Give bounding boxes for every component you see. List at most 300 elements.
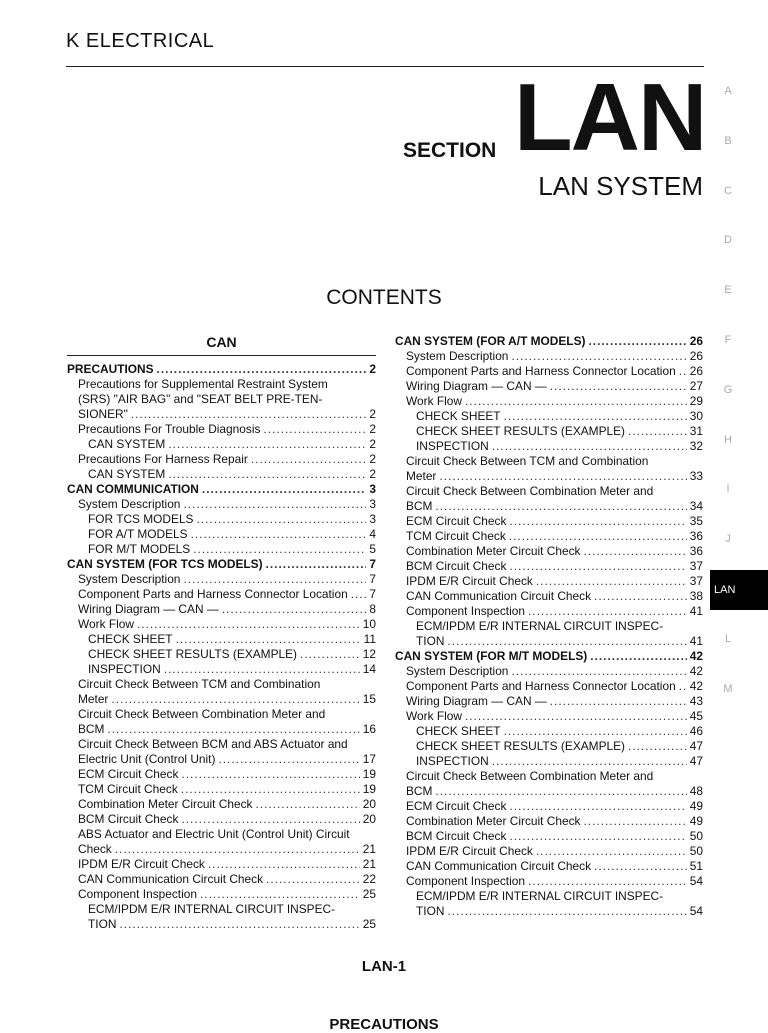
toc-leader-dots xyxy=(193,542,366,557)
toc-entry-title: System Description xyxy=(406,664,509,678)
toc-entry[interactable] xyxy=(395,829,703,844)
toc-entry-title: ECM/IPDM E/R INTERNAL CIRCUIT INSPEC- xyxy=(88,902,336,916)
section-index-g[interactable]: G xyxy=(723,383,733,396)
toc-entry-title: Precautions for Supplemental Restraint System xyxy=(78,377,328,391)
toc-entry[interactable] xyxy=(395,574,703,589)
toc-section-entry[interactable] xyxy=(395,334,703,349)
toc-entry-title: System Description xyxy=(406,349,509,363)
toc-entry[interactable] xyxy=(395,604,703,619)
toc-page-number: 21 xyxy=(362,857,376,871)
toc-entry[interactable] xyxy=(67,677,376,692)
toc-leader-dots xyxy=(588,334,686,349)
toc-section-entry[interactable] xyxy=(67,557,376,572)
toc-page-number: 50 xyxy=(689,844,703,858)
section-title: LAN SYSTEM xyxy=(538,171,703,201)
toc-page-number: 17 xyxy=(362,752,376,766)
toc-leader-dots xyxy=(183,497,366,512)
toc-leader-dots xyxy=(181,782,360,797)
toc-leader-dots xyxy=(528,604,687,619)
toc-entry[interactable] xyxy=(395,394,703,409)
toc-entry-title: ABS Actuator and Electric Unit (Control Unit) Circuit xyxy=(78,827,350,841)
toc-entry[interactable] xyxy=(395,619,703,634)
toc-entry[interactable] xyxy=(67,872,376,887)
toc-entry[interactable] xyxy=(395,379,703,394)
toc-page-number: 38 xyxy=(689,589,703,603)
toc-entry[interactable] xyxy=(67,917,376,932)
section-index-c[interactable]: C xyxy=(724,184,732,197)
toc-page-number: 49 xyxy=(689,814,703,828)
toc-entry[interactable] xyxy=(67,767,376,782)
toc-entry-title: BCM xyxy=(406,499,433,513)
toc-page-number: 26 xyxy=(689,349,703,363)
toc-entry[interactable] xyxy=(67,377,376,392)
toc-page-number: 29 xyxy=(689,394,703,408)
toc-entry[interactable] xyxy=(67,602,376,617)
toc-entry[interactable] xyxy=(395,814,703,829)
toc-page-number: 2 xyxy=(369,362,376,376)
section-index-f[interactable]: F xyxy=(724,333,732,346)
toc-leader-dots xyxy=(509,559,686,574)
toc-entry[interactable] xyxy=(395,664,703,679)
left-column-heading: CAN xyxy=(206,334,237,350)
toc-entry[interactable] xyxy=(395,499,703,514)
toc-entry-title: BCM Circuit Check xyxy=(406,829,507,843)
toc-page-number: 16 xyxy=(362,722,376,736)
toc-page-number: 3 xyxy=(369,482,376,496)
toc-entry-title: INSPECTION xyxy=(88,662,161,676)
toc-entry[interactable] xyxy=(395,469,703,484)
toc-entry[interactable] xyxy=(67,407,376,422)
toc-entry[interactable] xyxy=(67,857,376,872)
toc-leader-dots xyxy=(509,529,687,544)
toc-leader-dots xyxy=(107,722,359,737)
toc-entry[interactable] xyxy=(67,437,376,452)
toc-entry-title: TION xyxy=(416,634,445,648)
toc-page-number: 42 xyxy=(689,679,703,693)
toc-entry-title: Wiring Diagram — CAN — xyxy=(406,379,547,393)
section-index-i[interactable]: I xyxy=(726,483,730,496)
toc-entry[interactable] xyxy=(395,544,703,559)
section-label: SECTION xyxy=(403,139,497,162)
toc-leader-dots xyxy=(222,602,367,617)
toc-entry[interactable] xyxy=(395,874,703,889)
toc-leader-dots xyxy=(435,499,686,514)
toc-entry[interactable] xyxy=(395,799,703,814)
toc-entry-title: Component Parts and Harness Connector Location xyxy=(406,364,676,378)
toc-page-number: 3 xyxy=(369,512,376,526)
toc-leader-dots xyxy=(492,754,687,769)
section-index-h[interactable]: H xyxy=(724,433,732,446)
toc-entry[interactable] xyxy=(67,797,376,812)
toc-entry[interactable] xyxy=(395,454,703,469)
toc-entry-title: TCM Circuit Check xyxy=(78,782,178,796)
toc-leader-dots xyxy=(511,664,686,679)
toc-leader-dots xyxy=(255,797,359,812)
toc-page-number: 32 xyxy=(689,439,703,453)
toc-page-number: 42 xyxy=(689,664,703,678)
toc-page-number: 41 xyxy=(689,634,703,648)
toc-page-number: 34 xyxy=(689,499,703,513)
toc-entry[interactable] xyxy=(395,514,703,529)
toc-entry-title: CAN Communication Circuit Check xyxy=(78,872,264,886)
toc-entry[interactable] xyxy=(67,692,376,707)
toc-leader-dots xyxy=(447,634,686,649)
toc-entry-title: INSPECTION xyxy=(416,754,489,768)
toc-entry[interactable] xyxy=(67,782,376,797)
toc-page-number: 31 xyxy=(689,424,703,438)
toc-page-number: 30 xyxy=(689,409,703,423)
toc-entry-title: CHECK SHEET xyxy=(88,632,173,646)
toc-entry-title: CHECK SHEET RESULTS (EXAMPLE) xyxy=(416,424,626,438)
toc-entry[interactable] xyxy=(67,737,376,752)
toc-page-number: 48 xyxy=(689,784,703,798)
toc-page-number: 41 xyxy=(689,604,703,618)
toc-entry-title: CHECK SHEET xyxy=(416,724,501,738)
toc-page-number: 8 xyxy=(369,602,376,616)
toc-page-number: 2 xyxy=(369,422,376,436)
toc-entry-title: TION xyxy=(416,904,445,918)
toc-entry[interactable] xyxy=(395,889,703,904)
toc-section-entry[interactable] xyxy=(67,482,376,497)
toc-section-entry[interactable] xyxy=(67,362,376,377)
toc-page-number: 4 xyxy=(369,527,376,541)
toc-page-number: 7 xyxy=(369,587,376,601)
contents-title: CONTENTS xyxy=(326,286,442,309)
toc-page-number: 5 xyxy=(369,542,376,556)
toc-entry-title: ECM Circuit Check xyxy=(78,767,179,781)
toc-page-number: 37 xyxy=(689,574,703,588)
toc-leader-dots xyxy=(300,647,360,662)
toc-leader-dots xyxy=(550,379,687,394)
toc-page-number: 21 xyxy=(362,842,376,856)
toc-leader-dots xyxy=(157,362,367,377)
toc-page-number: 47 xyxy=(689,739,703,753)
toc-leader-dots xyxy=(447,904,686,919)
toc-entry-title: Work Flow xyxy=(406,394,462,408)
toc-entry-title: SIONER" xyxy=(78,407,128,421)
toc-leader-dots xyxy=(176,632,361,647)
toc-leader-dots xyxy=(628,739,687,754)
toc-entry[interactable] xyxy=(395,439,703,454)
toc-page-number: 54 xyxy=(689,904,703,918)
toc-entry-title: Component Inspection xyxy=(406,604,525,618)
toc-entry[interactable] xyxy=(67,497,376,512)
toc-entry-title: Circuit Check Between TCM and Combination xyxy=(406,454,649,468)
toc-leader-dots xyxy=(168,467,366,482)
toc-entry[interactable] xyxy=(395,724,703,739)
toc-entry[interactable] xyxy=(395,904,703,919)
toc-leader-dots xyxy=(200,887,360,902)
toc-entry-title: Component Parts and Harness Connector Location xyxy=(406,679,676,693)
toc-entry[interactable] xyxy=(395,424,703,439)
toc-entry-title: BCM Circuit Check xyxy=(406,559,507,573)
toc-entry[interactable] xyxy=(395,589,703,604)
toc-entry-title: TION xyxy=(88,917,117,931)
toc-left-column xyxy=(67,362,376,932)
toc-entry[interactable] xyxy=(67,827,376,842)
toc-entry-title: BCM xyxy=(78,722,105,736)
toc-page-number: 2 xyxy=(369,467,376,481)
page-number: LAN-1 xyxy=(361,958,407,975)
toc-entry-title: Work Flow xyxy=(78,617,134,631)
toc-entry[interactable] xyxy=(67,422,376,437)
section-index-e[interactable]: E xyxy=(724,284,732,297)
toc-leader-dots xyxy=(509,514,686,529)
toc-leader-dots xyxy=(191,527,367,542)
toc-entry[interactable] xyxy=(67,887,376,902)
toc-entry[interactable] xyxy=(395,634,703,649)
section-index xyxy=(710,78,746,725)
toc-leader-dots xyxy=(439,469,686,484)
toc-page-number: 51 xyxy=(689,859,703,873)
toc-entry[interactable] xyxy=(67,512,376,527)
toc-leader-dots xyxy=(583,814,686,829)
toc-page-number: 37 xyxy=(689,559,703,573)
toc-leader-dots xyxy=(351,587,367,602)
section-index-a[interactable]: A xyxy=(724,85,732,97)
toc-leader-dots xyxy=(115,842,360,857)
toc-entry-title: ECM Circuit Check xyxy=(406,799,507,813)
toc-entry-title: CAN SYSTEM xyxy=(88,467,166,481)
toc-entry-title: CAN SYSTEM (FOR M/T MODELS) xyxy=(395,649,588,663)
toc-entry-title: CAN COMMUNICATION xyxy=(67,482,199,496)
toc-page-number: 10 xyxy=(362,617,376,631)
toc-entry[interactable] xyxy=(67,752,376,767)
toc-entry[interactable] xyxy=(67,722,376,737)
toc-page-number: 25 xyxy=(362,917,376,931)
toc-entry-title: CAN Communication Circuit Check xyxy=(406,859,592,873)
toc-page-number: 26 xyxy=(689,334,703,348)
toc-leader-dots xyxy=(492,439,687,454)
toc-leader-dots xyxy=(251,452,367,467)
toc-entry-title: BCM Circuit Check xyxy=(78,812,179,826)
toc-entry[interactable] xyxy=(395,784,703,799)
toc-entry-title: System Description xyxy=(78,497,181,511)
toc-entry[interactable] xyxy=(67,527,376,542)
toc-entry-title: TCM Circuit Check xyxy=(406,529,506,543)
toc-right-column xyxy=(395,334,703,919)
toc-entry-title: PRECAUTIONS xyxy=(67,362,154,376)
toc-entry[interactable] xyxy=(395,529,703,544)
toc-page-number: 36 xyxy=(689,529,703,543)
toc-entry[interactable] xyxy=(67,662,376,677)
toc-entry-title: IPDM E/R Circuit Check xyxy=(78,857,205,871)
toc-entry-title: FOR M/T MODELS xyxy=(88,542,191,556)
toc-entry[interactable] xyxy=(395,859,703,874)
toc-entry-title: Electric Unit (Control Unit) xyxy=(78,752,216,766)
page-header: K ELECTRICAL xyxy=(66,30,215,52)
toc-page-number: 2 xyxy=(369,437,376,451)
toc-leader-dots xyxy=(594,859,687,874)
toc-entry[interactable] xyxy=(395,769,703,784)
toc-leader-dots xyxy=(536,844,687,859)
toc-entry-title: Combination Meter Circuit Check xyxy=(406,814,581,828)
toc-page-number: 43 xyxy=(689,694,703,708)
toc-page-number: 49 xyxy=(689,799,703,813)
toc-entry-title: Component Inspection xyxy=(406,874,525,888)
toc-entry[interactable] xyxy=(67,812,376,827)
toc-entry-title: Component Inspection xyxy=(78,887,197,901)
toc-page-number: 11 xyxy=(363,632,376,646)
toc-entry-title: FOR TCS MODELS xyxy=(88,512,194,526)
toc-page-number: 20 xyxy=(362,812,376,826)
toc-entry-title: Meter xyxy=(78,692,109,706)
toc-page-number: 46 xyxy=(689,724,703,738)
toc-leader-dots xyxy=(504,724,687,739)
toc-leader-dots xyxy=(465,709,687,724)
toc-leader-dots xyxy=(266,872,360,887)
toc-entry-title: Circuit Check Between BCM and ABS Actuator and xyxy=(78,737,348,751)
toc-leader-dots xyxy=(583,544,686,559)
toc-page-number: 26 xyxy=(689,364,703,378)
toc-entry-title: IPDM E/R Circuit Check xyxy=(406,574,533,588)
toc-entry[interactable] xyxy=(67,632,376,647)
toc-page-number: 7 xyxy=(369,557,376,571)
section-index-m[interactable]: M xyxy=(723,682,733,695)
toc-leader-dots xyxy=(465,394,687,409)
toc-page-number: 15 xyxy=(362,692,376,706)
toc-entry-title: Circuit Check Between Combination Meter and xyxy=(406,484,654,498)
toc-entry[interactable] xyxy=(395,484,703,499)
toc-entry[interactable] xyxy=(395,844,703,859)
toc-entry-title: Work Flow xyxy=(406,709,462,723)
toc-leader-dots xyxy=(509,829,686,844)
toc-entry-title: CAN SYSTEM (FOR A/T MODELS) xyxy=(395,334,586,348)
toc-entry-title: Combination Meter Circuit Check xyxy=(78,797,253,811)
toc-entry-title: Circuit Check Between Combination Meter and xyxy=(406,769,654,783)
toc-entry-title: CAN SYSTEM (FOR TCS MODELS) xyxy=(67,557,263,571)
toc-entry-title: Precautions For Trouble Diagnosis xyxy=(78,422,261,436)
toc-page-number: 25 xyxy=(362,887,376,901)
toc-leader-dots xyxy=(266,557,367,572)
toc-leader-dots xyxy=(168,437,366,452)
toc-page-number: 19 xyxy=(362,782,376,796)
toc-entry-title: IPDM E/R Circuit Check xyxy=(406,844,533,858)
toc-entry[interactable] xyxy=(395,409,703,424)
toc-entry-title: FOR A/T MODELS xyxy=(88,527,188,541)
toc-page-number: 14 xyxy=(362,662,376,676)
toc-entry[interactable] xyxy=(395,349,703,364)
toc-leader-dots xyxy=(197,512,367,527)
toc-leader-dots xyxy=(263,422,366,437)
toc-entry[interactable] xyxy=(67,572,376,587)
toc-leader-dots xyxy=(181,812,359,827)
toc-leader-dots xyxy=(183,572,366,587)
toc-entry[interactable] xyxy=(395,709,703,724)
toc-page-number: 2 xyxy=(369,452,376,466)
toc-leader-dots xyxy=(536,574,687,589)
toc-entry[interactable] xyxy=(395,679,703,694)
toc-entry[interactable] xyxy=(395,364,703,379)
toc-entry[interactable] xyxy=(67,392,376,407)
toc-leader-dots xyxy=(511,349,686,364)
toc-entry[interactable] xyxy=(395,559,703,574)
toc-leader-dots xyxy=(435,784,686,799)
section-index-d[interactable]: D xyxy=(724,234,732,247)
toc-entry-title: (SRS) "AIR BAG" and "SEAT BELT PRE-TEN- xyxy=(78,392,323,406)
toc-entry[interactable] xyxy=(395,694,703,709)
toc-page-number: 12 xyxy=(362,647,376,661)
toc-entry[interactable] xyxy=(67,617,376,632)
toc-page-number: 27 xyxy=(689,379,703,393)
toc-entry-title: System Description xyxy=(78,572,181,586)
toc-entry-title: INSPECTION xyxy=(416,439,489,453)
toc-leader-dots xyxy=(628,424,687,439)
toc-page-number: 22 xyxy=(362,872,376,886)
toc-leader-dots xyxy=(208,857,360,872)
toc-page-number: 35 xyxy=(689,514,703,528)
toc-entry-title: CHECK SHEET RESULTS (EXAMPLE) xyxy=(416,739,626,753)
toc-leader-dots xyxy=(590,649,687,664)
toc-leader-dots xyxy=(202,482,366,497)
toc-leader-dots xyxy=(137,617,360,632)
toc-page-number: 45 xyxy=(689,709,703,723)
toc-entry-title: CHECK SHEET xyxy=(416,409,501,423)
toc-page-number: 7 xyxy=(369,572,376,586)
toc-entry-title: Circuit Check Between TCM and Combination xyxy=(78,677,321,691)
toc-page-number: 33 xyxy=(689,469,703,483)
section-index-j[interactable]: J xyxy=(725,533,731,546)
toc-entry-title: Circuit Check Between Combination Meter and xyxy=(78,707,326,721)
toc-entry-title: ECM Circuit Check xyxy=(406,514,507,528)
toc-leader-dots xyxy=(679,679,687,694)
toc-entry[interactable] xyxy=(67,467,376,482)
section-code: LAN xyxy=(514,64,706,171)
toc-page-number: 47 xyxy=(689,754,703,768)
toc-page-number: 3 xyxy=(369,497,376,511)
toc-entry-title: Wiring Diagram — CAN — xyxy=(78,602,219,616)
section-index-b[interactable]: B xyxy=(724,134,732,147)
toc-leader-dots xyxy=(504,409,687,424)
toc-page-number: 36 xyxy=(689,544,703,558)
toc-entry-title: Precautions For Harness Repair xyxy=(78,452,248,466)
toc-leader-dots xyxy=(111,692,359,707)
toc-section-entry[interactable] xyxy=(395,649,703,664)
toc-entry[interactable] xyxy=(67,647,376,662)
toc-entry-title: Meter xyxy=(406,469,437,483)
toc-page-number: 42 xyxy=(689,649,703,663)
toc-entry[interactable] xyxy=(67,587,376,602)
toc-leader-dots xyxy=(131,407,367,422)
toc-entry-title: Wiring Diagram — CAN — xyxy=(406,694,547,708)
section-index-l[interactable]: L xyxy=(724,632,732,645)
toc-leader-dots xyxy=(218,752,359,767)
toc-entry[interactable] xyxy=(395,754,703,769)
active-section-tab[interactable]: LAN xyxy=(710,570,768,610)
next-page-heading: PRECAUTIONS xyxy=(329,1016,439,1033)
toc-entry[interactable] xyxy=(67,842,376,857)
toc-page-number: 19 xyxy=(362,767,376,781)
toc-entry-title: Check xyxy=(78,842,112,856)
toc-page-number: 2 xyxy=(369,407,376,421)
toc-page-number: 54 xyxy=(689,874,703,888)
toc-entry[interactable] xyxy=(67,452,376,467)
toc-entry-title: Component Parts and Harness Connector Location xyxy=(78,587,348,601)
toc-entry-title: BCM xyxy=(406,784,433,798)
toc-entry-title: ECM/IPDM E/R INTERNAL CIRCUIT INSPEC- xyxy=(416,619,664,633)
left-heading-rule xyxy=(67,355,376,356)
toc-leader-dots xyxy=(181,767,359,782)
toc-page-number: 20 xyxy=(362,797,376,811)
toc-entry-title: CAN SYSTEM xyxy=(88,437,166,451)
toc-leader-dots xyxy=(509,799,686,814)
toc-leader-dots xyxy=(594,589,687,604)
toc-entry[interactable] xyxy=(395,739,703,754)
toc-entry[interactable] xyxy=(67,707,376,722)
toc-entry[interactable] xyxy=(67,902,376,917)
toc-entry-title: CAN Communication Circuit Check xyxy=(406,589,592,603)
toc-entry[interactable] xyxy=(67,542,376,557)
